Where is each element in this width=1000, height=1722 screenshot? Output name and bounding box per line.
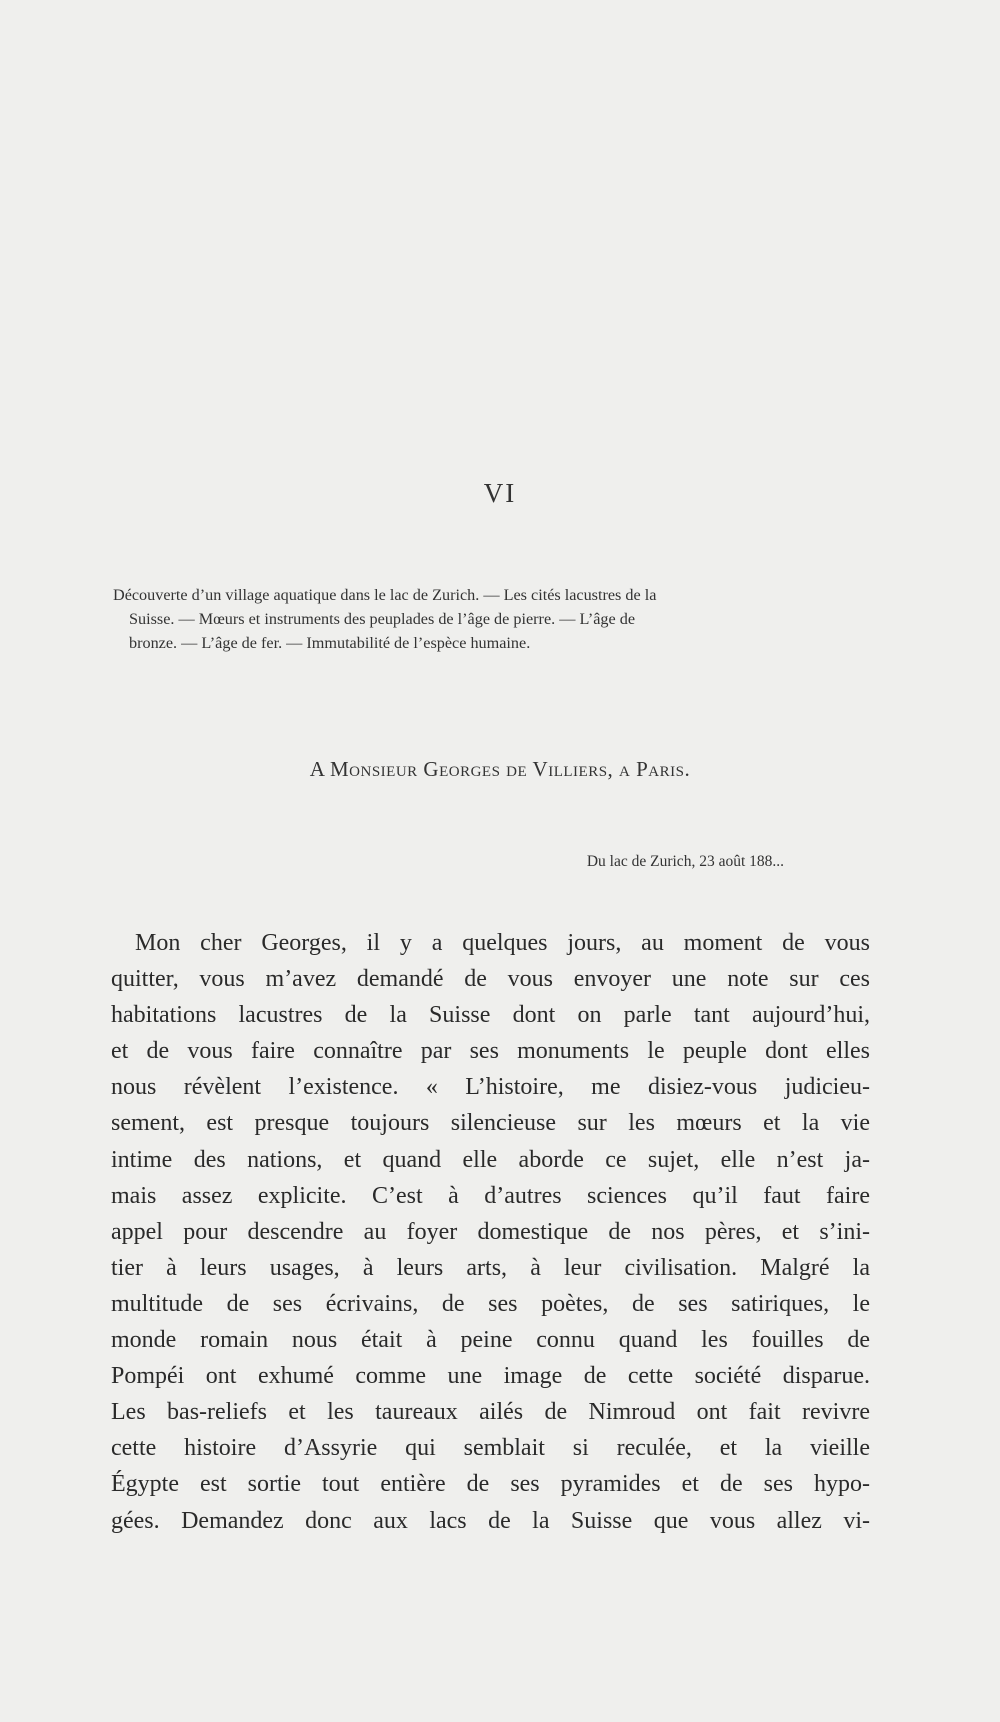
body-line: quitter, vous m’avez demandé de vous envoyer une note sur ces <box>111 966 870 993</box>
body-line: Égypte est sortie tout entière de ses pyramides et de ses hypo- <box>111 1471 870 1498</box>
chapter-number: VI <box>483 478 517 508</box>
body-line: multitude de ses écrivains, de ses poètes, de ses satiriques, le <box>111 1290 870 1317</box>
body-line: tier à leurs usages, à leurs arts, à leur civilisation. Malgré la <box>111 1254 870 1281</box>
body-line: mais assez explicite. C’est à d’autres sciences qu’il faut faire <box>111 1182 870 1209</box>
body-line: gées. Demandez donc aux lacs de la Suisse que vous allez vi- <box>111 1507 870 1534</box>
summary-line: bronze. — L’âge de fer. — Immutabilité de l’espèce humaine. <box>129 634 531 652</box>
letter-body <box>111 925 870 1539</box>
body-line: appel pour descendre au foyer domestique de nos pères, et s’ini- <box>111 1218 870 1245</box>
body-line: cette histoire d’Assyrie qui semblait si reculée, et la vieille <box>111 1435 870 1462</box>
body-line: sement, est presque toujours silencieuse sur les mœurs et la vie <box>111 1110 870 1137</box>
chapter-summary <box>113 583 885 655</box>
summary-line: Suisse. — Mœurs et instruments des peuplades de l’âge de pierre. — L’âge de <box>129 610 636 628</box>
letter-addressee <box>0 757 1000 782</box>
addressee-text: A Monsieur Georges de Villiers, a Paris. <box>309 757 691 781</box>
body-line: Pompéi ont exhumé comme une image de cette société disparue. <box>111 1363 870 1390</box>
body-line: habitations lacustres de la Suisse dont on parle tant aujourd’hui, <box>111 1002 870 1029</box>
body-line: et de vous faire connaître par ses monuments le peuple dont elles <box>111 1038 870 1065</box>
letter-dateline: Du lac de Zurich, 23 août 188... <box>586 853 784 870</box>
body-line: Mon cher Georges, il y a quelques jours, au moment de vous <box>135 930 870 956</box>
body-line: nous révèlent l’existence. « L’histoire, me disiez-vous judicieu- <box>111 1074 870 1101</box>
body-line: intime des nations, et quand elle aborde ce sujet, elle n’est ja- <box>111 1146 870 1173</box>
summary-line: Découverte d’un village aquatique dans le lac de Zurich. — Les cités lacustres de la <box>113 586 657 604</box>
body-line: monde romain nous était à peine connu quand les fouilles de <box>111 1327 870 1354</box>
body-line: Les bas-reliefs et les taureaux ailés de Nimroud ont fait revivre <box>111 1399 870 1426</box>
